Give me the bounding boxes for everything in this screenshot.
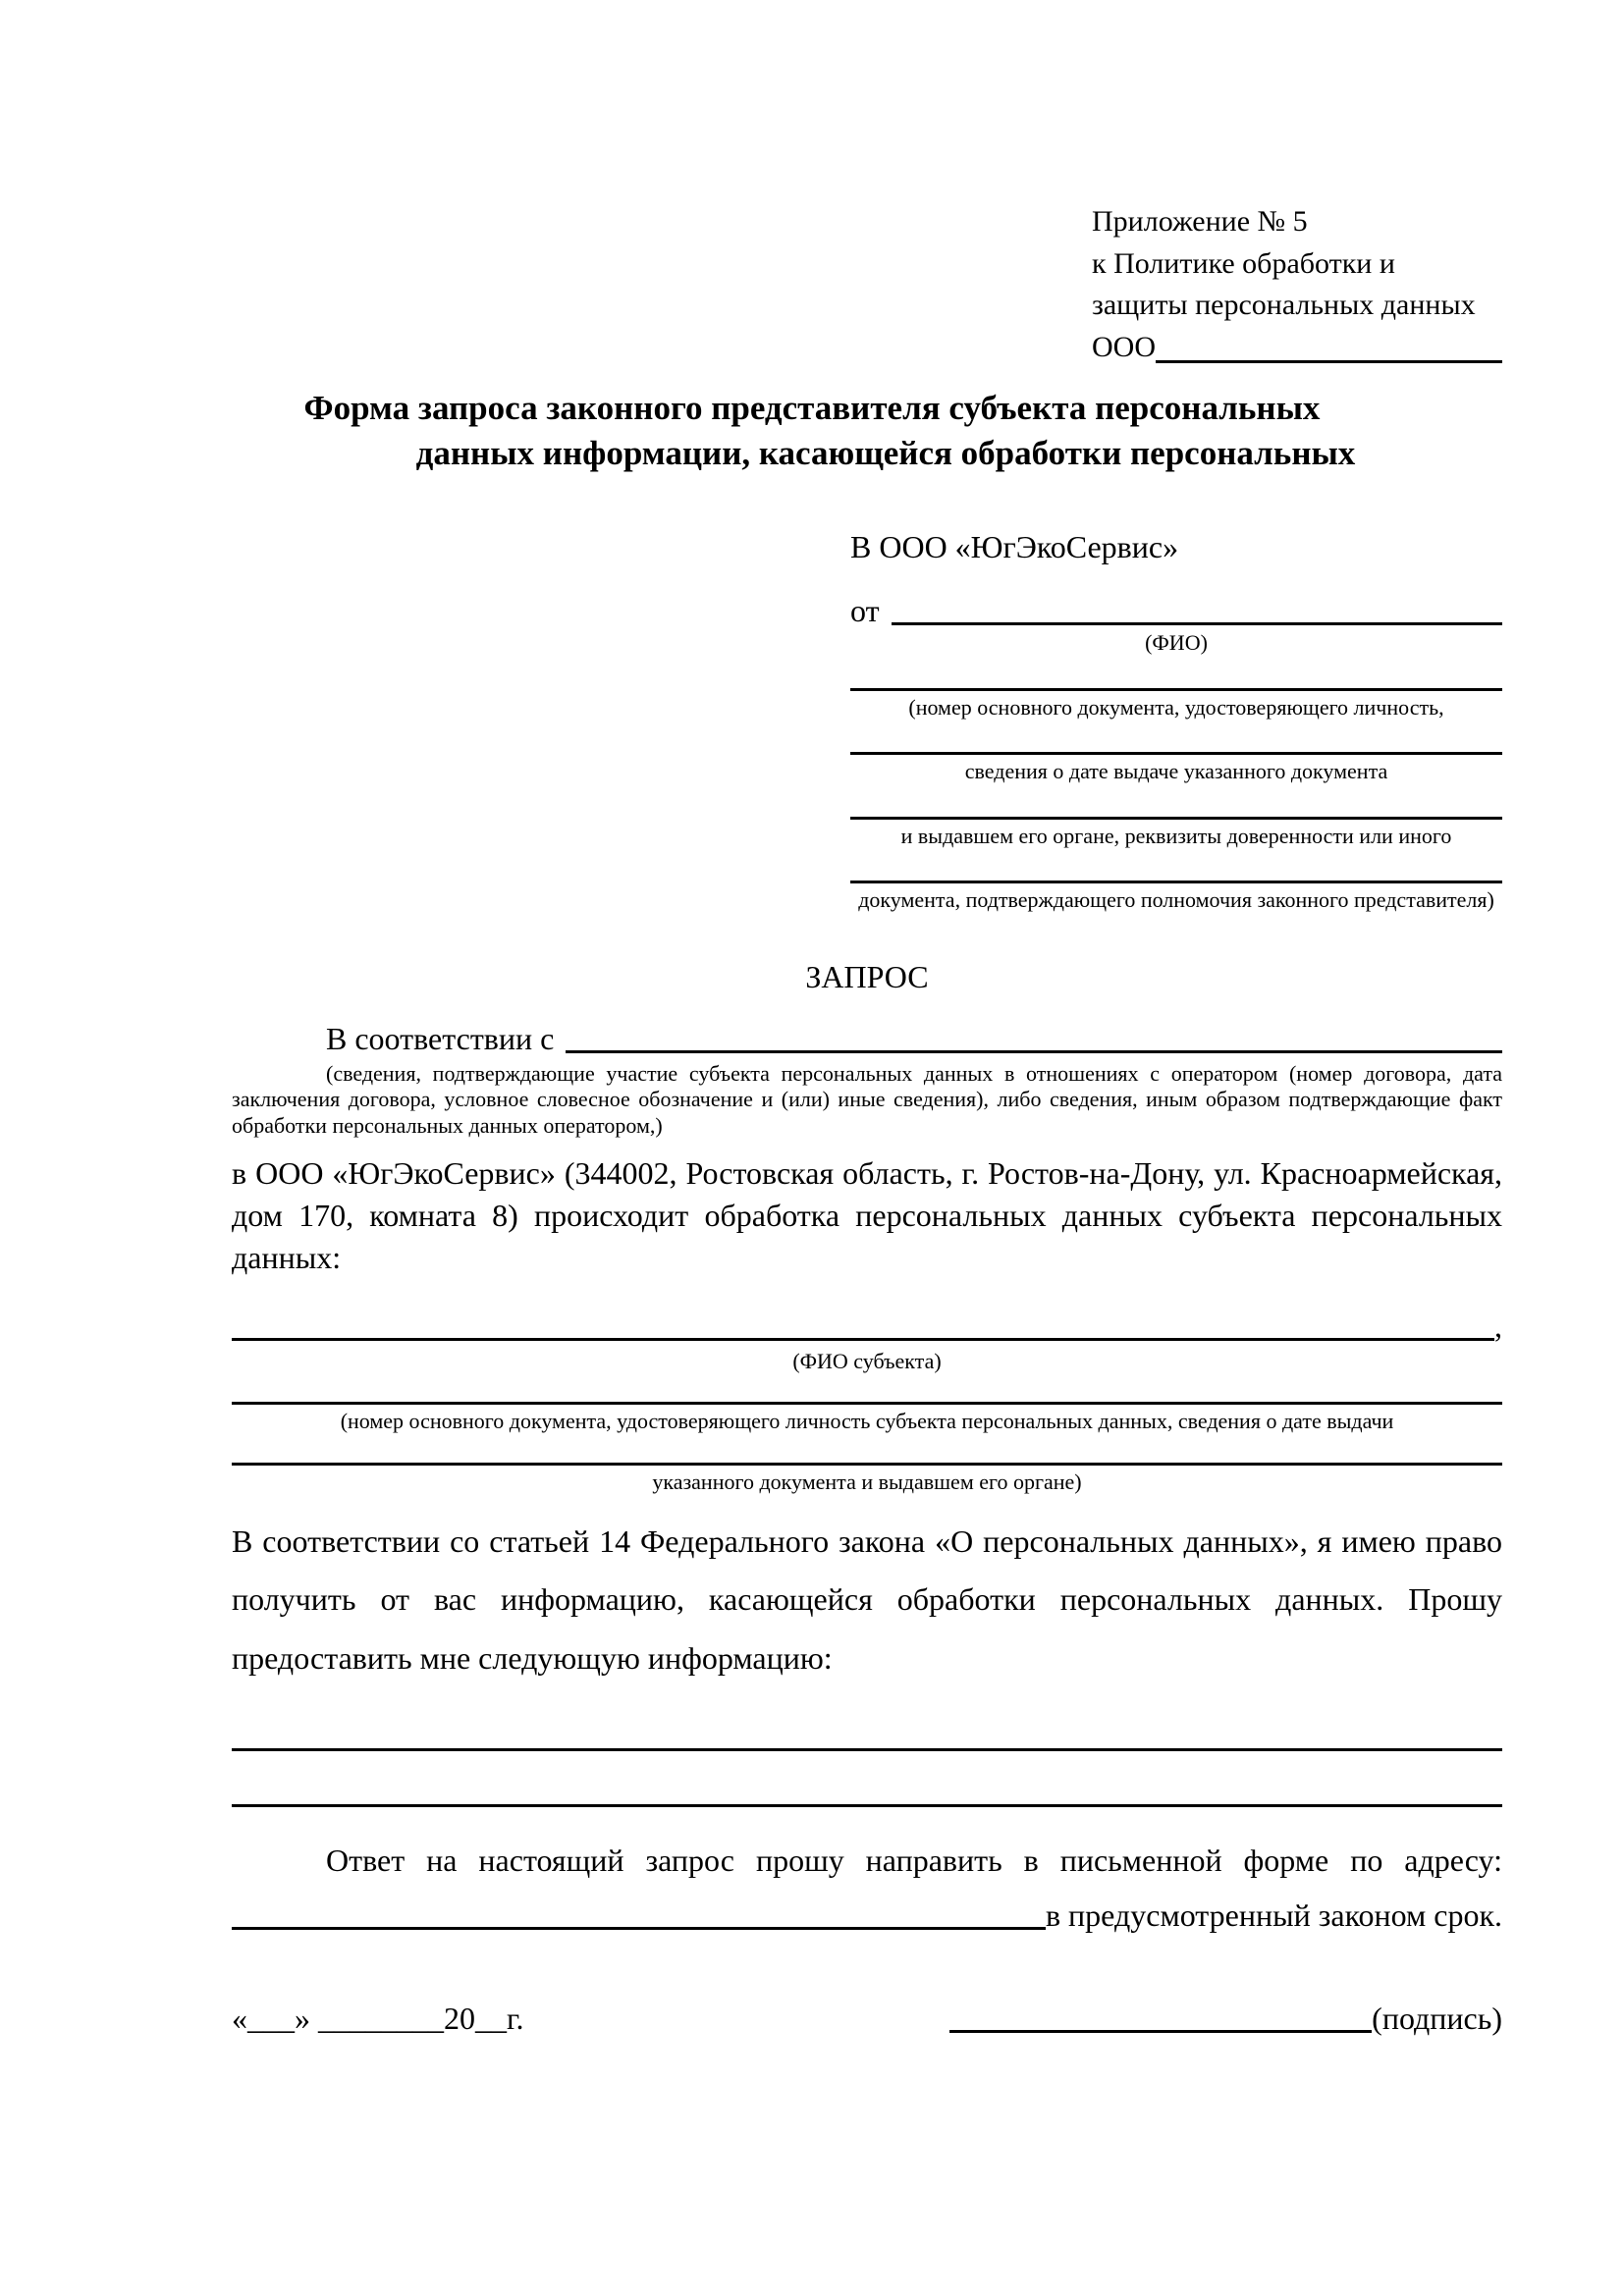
response-tail: в предусмотренный законом срок. [1045, 1896, 1502, 1933]
response-address-line [232, 1927, 1046, 1930]
ooo-fill-line [1156, 360, 1502, 363]
representative-doc-caption-4: документа, подтверждающего полномочия законного представителя) [858, 887, 1494, 913]
ooo-label: ООО [1092, 330, 1156, 363]
response-address-row [232, 1897, 1502, 1934]
date-line: «___» ________20__г. [232, 2000, 524, 2036]
from-row [850, 593, 1502, 629]
annex-line-2: к Политике обработки и [1092, 246, 1395, 280]
fio-caption: (ФИО) [1145, 630, 1208, 656]
subject-fio-comma: , [1494, 1308, 1502, 1344]
representative-doc-line-4 [850, 879, 1502, 883]
subject-doc-line-1 [232, 1400, 1502, 1405]
form-title-line-1: Форма запроса законного представителя субъекта персональных [303, 389, 1321, 428]
form-title [137, 386, 1487, 475]
representative-doc-line-1 [850, 686, 1502, 691]
representative-doc-caption-2: сведения о дате выдаче указанного документа [964, 759, 1388, 784]
footer-row [232, 2001, 1502, 2037]
representative-doc-field-2 [850, 750, 1502, 785]
subject-doc-caption-2: указанного документа и выдавшем его органе) [652, 1468, 1082, 1494]
blank-answer-line-2 [232, 1802, 1502, 1807]
representative-doc-line-3 [850, 815, 1502, 820]
annex-ooo-row [1092, 327, 1502, 369]
representative-doc-field-1 [850, 686, 1502, 721]
subject-fio-line [232, 1338, 1494, 1341]
operator-paragraph: в ООО «ЮгЭкоСервис» (344002, Ростовская область, г. Ростов-на-Дону, ул. Красноармейская, дом 170, комната 8) происходит обработка персональных данных субъекта персональных данных: [232, 1155, 1502, 1275]
from-label: от [850, 593, 880, 629]
representative-doc-caption-3: и выдавшем его органе, реквизиты доверенности или иного [900, 823, 1452, 848]
accordance-caption: (сведения, подтверждающие участие субъекта персональных данных в отношениях с оператором (номер договора, дата заключения договора, условное словесное обозначение и (или) иные сведения), либо сведения, иным образом подтверждающие факт обработки персональных данных оператором,) [232, 1060, 1502, 1138]
annex-line-3: защиты персональных данных [1092, 289, 1476, 322]
addressee-block [850, 529, 1502, 914]
subject-fio-row [232, 1308, 1502, 1345]
representative-doc-field-3 [850, 815, 1502, 850]
accordance-row [232, 1021, 1502, 1057]
subject-doc-caption-1: (номер основного документа, удостоверяющего личность субъекта персональных данных, сведения о дате выдачи [340, 1409, 1394, 1434]
addressee-to: В ООО «ЮгЭкоСервис» [850, 529, 1179, 565]
accordance-label: В соответствии с [326, 1020, 555, 1056]
representative-doc-caption-1: (номер основного документа, удостоверяющего личность, [908, 694, 1444, 720]
signature-caption: (подпись) [1372, 2000, 1502, 2036]
response-paragraph: Ответ на настоящий запрос прошу направить в письменной форме по адресу: [326, 1842, 1502, 1878]
rights-paragraph: В соответствии со статьей 14 Федерального закона «О персональных данных», я имею право получить от вас информацию, касающейся обработки персональных данных. Прошу предоставить мне следующую информацию: [232, 1523, 1502, 1676]
request-heading: ЗАПРОС [805, 958, 929, 994]
subject-doc-line-2 [232, 1461, 1502, 1466]
subject-fio-caption: (ФИО субъекта) [792, 1348, 942, 1373]
blank-answer-line-1 [232, 1746, 1502, 1751]
from-fill-line [892, 622, 1502, 625]
annex-line-1: Приложение № 5 [1092, 205, 1308, 238]
form-title-line-2: данных информации, касающейся обработки персональных [415, 433, 1356, 472]
representative-doc-line-2 [850, 750, 1502, 755]
accordance-fill-line [566, 1050, 1502, 1053]
annex-block [1092, 201, 1502, 368]
representative-doc-field-4 [850, 879, 1502, 914]
signature-line [949, 2030, 1372, 2033]
